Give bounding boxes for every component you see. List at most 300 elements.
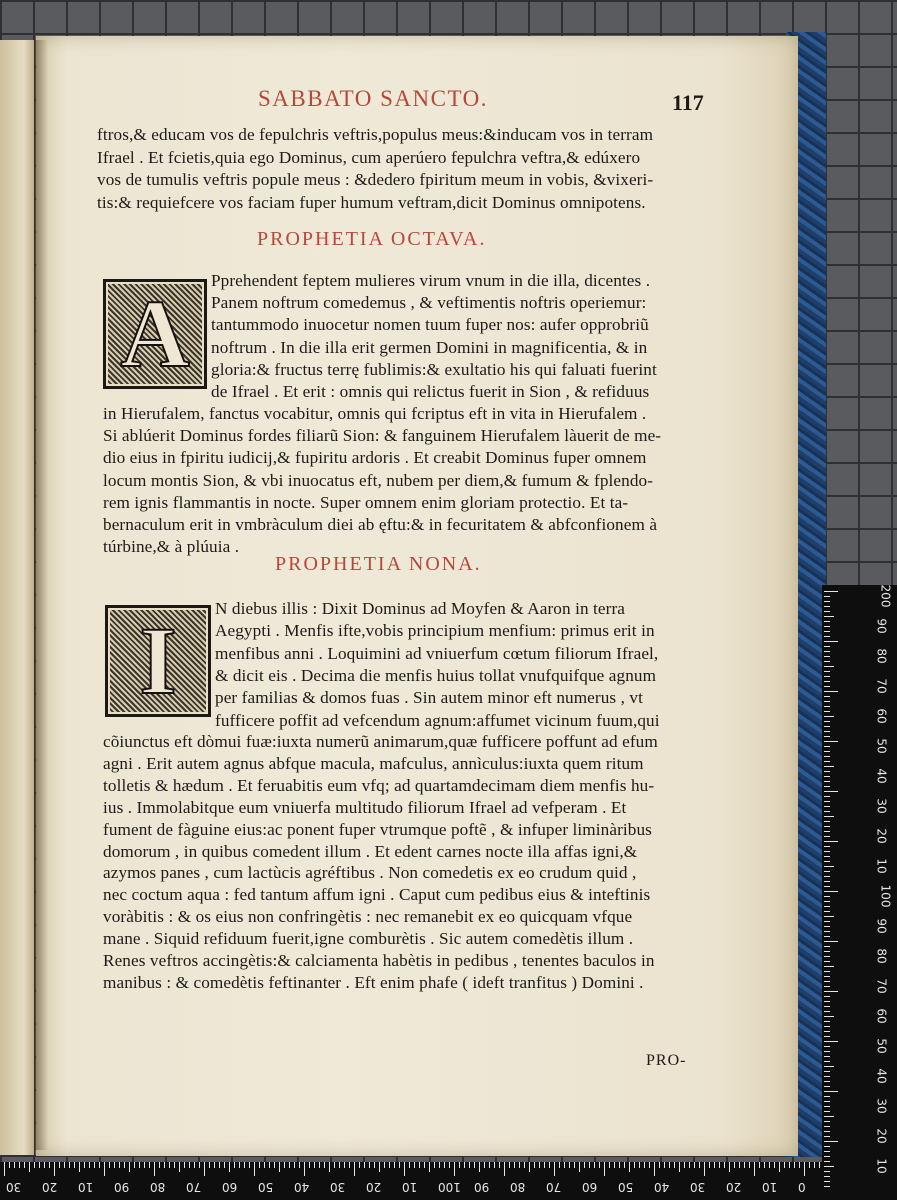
ruler-tick bbox=[139, 1162, 140, 1168]
text-line: per familias & domos fuas . Sin autem minor eft numerus , vt bbox=[215, 688, 643, 708]
ruler-tick bbox=[824, 676, 830, 677]
text-line: agni . Erit autem agnus abfque macula, mafculus, annìculus:iuxta quem ritum bbox=[103, 753, 644, 773]
text-line: túrbine,& à plúuia . bbox=[103, 537, 240, 557]
ruler-label: 70 bbox=[186, 1180, 202, 1194]
ruler-tick bbox=[824, 631, 830, 632]
ruler-tick bbox=[824, 776, 830, 777]
ruler-tick bbox=[824, 1026, 830, 1027]
ruler-tick bbox=[824, 691, 838, 692]
ruler-tick bbox=[764, 1162, 765, 1168]
section-heading-nona: PROPHETIA NONA. bbox=[275, 553, 482, 575]
ruler-tick bbox=[149, 1162, 150, 1168]
ruler-tick bbox=[599, 1162, 600, 1168]
ruler-tick bbox=[824, 876, 830, 877]
ruler-tick bbox=[309, 1162, 310, 1168]
ruler-tick bbox=[824, 671, 830, 672]
ruler-tick bbox=[824, 926, 830, 927]
ruler-tick bbox=[114, 1162, 115, 1168]
ruler-tick bbox=[824, 626, 830, 627]
ruler-tick bbox=[119, 1162, 120, 1168]
ruler-tick bbox=[444, 1162, 445, 1168]
ruler-tick bbox=[824, 781, 830, 782]
ruler-label: 60 bbox=[582, 1180, 598, 1194]
ruler-tick bbox=[824, 896, 830, 897]
ruler-tick bbox=[824, 751, 830, 752]
ruler-tick bbox=[254, 1162, 255, 1176]
ruler-tick bbox=[29, 1162, 30, 1172]
ruler-tick bbox=[489, 1162, 490, 1168]
text-line: de Ifrael . Et erit : omnis qui relictus fuerit in Sion , & refiduus bbox=[211, 382, 650, 401]
ruler-tick bbox=[824, 911, 830, 912]
ruler-tick bbox=[824, 711, 830, 712]
ruler-tick bbox=[184, 1162, 185, 1168]
ruler-label: 0 bbox=[798, 1180, 806, 1194]
ruler-tick bbox=[429, 1162, 430, 1172]
ruler-tick bbox=[24, 1162, 25, 1168]
ruler-tick bbox=[759, 1162, 760, 1168]
ruler-tick bbox=[99, 1162, 100, 1168]
ruler-tick bbox=[624, 1162, 625, 1168]
ruler-tick bbox=[794, 1162, 795, 1168]
ruler-tick bbox=[619, 1162, 620, 1168]
ruler-tick bbox=[434, 1162, 435, 1168]
ruler-tick bbox=[824, 596, 830, 597]
ruler-tick bbox=[664, 1162, 665, 1168]
ruler-tick bbox=[204, 1162, 205, 1176]
ruler-tick bbox=[824, 1036, 830, 1037]
ruler-tick bbox=[634, 1162, 635, 1168]
text-line: fument de fàguine eius:ac ponent fuper vtrumque poftẽ , & infuper liminàribus bbox=[103, 819, 652, 839]
ruler-label: 60 bbox=[874, 708, 889, 724]
ruler-tick bbox=[699, 1162, 700, 1168]
ruler-tick bbox=[579, 1162, 580, 1172]
ruler-tick bbox=[384, 1162, 385, 1168]
ruler-tick bbox=[824, 591, 838, 592]
text-line: menfibus anni . Loquimini ad vniuerfum cœtum filiorum Ifrael, bbox=[215, 643, 659, 663]
ruler-label: 90 bbox=[474, 1180, 490, 1194]
ruler-tick bbox=[824, 941, 838, 942]
ruler-label: 20 bbox=[874, 828, 889, 844]
ruler-tick bbox=[364, 1162, 365, 1168]
ruler-tick bbox=[824, 1126, 830, 1127]
text-line: manibus : & comedètis feftinanter . Eft enim phafe ( ideft tranfitus ) Domini . bbox=[103, 972, 644, 992]
ruler-tick bbox=[299, 1162, 300, 1168]
ruler-tick bbox=[109, 1162, 110, 1168]
ruler-label: 10 bbox=[762, 1180, 778, 1194]
ruler-tick bbox=[824, 841, 838, 842]
ruler-label: 90 bbox=[874, 618, 889, 634]
ruler-tick bbox=[559, 1162, 560, 1168]
ruler-tick bbox=[824, 1181, 830, 1182]
ruler-tick bbox=[589, 1162, 590, 1168]
ruler-tick bbox=[304, 1162, 305, 1176]
ruler-tick bbox=[174, 1162, 175, 1168]
ruler-label: 10 bbox=[874, 858, 889, 874]
text-line: in Hierufalem, fanctus vocabitur, omnis qui fcriptus eft in vita in Hierufalem . bbox=[103, 404, 647, 423]
text-line: mane . Siquid refiduum fuerit,igne comburètis . Sic autem comedètis illum . bbox=[103, 929, 634, 949]
ruler-label: 90 bbox=[874, 918, 889, 934]
ruler-tick bbox=[104, 1162, 105, 1176]
ruler-tick bbox=[714, 1162, 715, 1168]
ruler-tick bbox=[824, 971, 830, 972]
ruler-tick bbox=[404, 1162, 405, 1176]
ruler-tick bbox=[824, 1156, 830, 1157]
ruler-tick bbox=[659, 1162, 660, 1168]
ruler-tick bbox=[514, 1162, 515, 1168]
ruler-label: 40 bbox=[874, 768, 889, 784]
ruler-tick bbox=[824, 791, 838, 792]
ruler-tick bbox=[649, 1162, 650, 1168]
decorated-initial-a bbox=[103, 279, 207, 389]
ruler-tick bbox=[689, 1162, 690, 1168]
ruler-tick bbox=[159, 1162, 160, 1168]
text-line: domorum , in quibus comedent illum . Et edent carnes nocte illa affas igni,& bbox=[103, 841, 638, 861]
text-line: & dicit eis . Decima die menfis huius tollat vnufquifque agnum bbox=[215, 665, 657, 685]
ruler-tick bbox=[824, 921, 830, 922]
text-line: voràbitis : & os eius non confringètis : nec remanebit ex eo quicquam vfque bbox=[103, 907, 633, 927]
ruler-tick bbox=[194, 1162, 195, 1168]
decorated-initial-i bbox=[105, 605, 211, 717]
ruler-tick bbox=[824, 981, 830, 982]
text-line: Renes veftros accingètis:& calciamenta habètis in pedibus , tenentes baculos in bbox=[103, 951, 655, 970]
ruler-tick bbox=[824, 1021, 830, 1022]
ruler-tick bbox=[824, 606, 830, 607]
ruler-tick bbox=[604, 1162, 605, 1176]
ruler-tick bbox=[4, 1162, 5, 1176]
ruler-tick bbox=[824, 666, 834, 667]
ruler-tick bbox=[824, 1001, 830, 1002]
ruler-label: 80 bbox=[874, 648, 889, 664]
ruler-tick bbox=[484, 1162, 485, 1168]
ruler-tick bbox=[824, 1151, 830, 1152]
ruler-label: 30 bbox=[6, 1180, 22, 1194]
horizontal-ruler bbox=[0, 1162, 822, 1200]
ruler-tick bbox=[784, 1162, 785, 1168]
ruler-tick bbox=[824, 1086, 830, 1087]
ruler-label: 30 bbox=[874, 1098, 889, 1114]
ruler-tick bbox=[824, 686, 830, 687]
ruler-tick bbox=[824, 1116, 834, 1117]
ruler-label: 80 bbox=[150, 1180, 166, 1194]
text-line: Aegypti . Menfis ifte,vobis principium menfium: primus erit in bbox=[215, 621, 655, 641]
ruler-tick bbox=[824, 901, 830, 902]
ruler-tick bbox=[779, 1162, 780, 1172]
ruler-tick bbox=[824, 736, 830, 737]
ruler-tick bbox=[824, 936, 830, 937]
ruler-tick bbox=[724, 1162, 725, 1168]
ruler-tick bbox=[824, 726, 830, 727]
ruler-tick bbox=[419, 1162, 420, 1168]
ruler-tick bbox=[824, 786, 830, 787]
ruler-tick bbox=[234, 1162, 235, 1168]
ruler-tick bbox=[394, 1162, 395, 1168]
ruler-tick bbox=[229, 1162, 230, 1172]
ruler-tick bbox=[39, 1162, 40, 1168]
ruler-tick bbox=[804, 1162, 805, 1176]
ruler-tick bbox=[349, 1162, 350, 1168]
ruler-tick bbox=[824, 601, 830, 602]
ruler-tick bbox=[824, 646, 830, 647]
ruler-tick bbox=[734, 1162, 735, 1168]
ruler-tick bbox=[824, 1186, 830, 1187]
ruler-tick bbox=[824, 821, 830, 822]
ruler-tick bbox=[369, 1162, 370, 1168]
ruler-tick bbox=[44, 1162, 45, 1168]
text-line: tis:& requiefcere vos faciam fuper humum veftram,dicit Dominus omnipotens. bbox=[97, 192, 646, 212]
ruler-label: 100 bbox=[438, 1180, 461, 1194]
ruler-tick bbox=[454, 1162, 455, 1176]
ruler-tick bbox=[824, 811, 830, 812]
ruler-tick bbox=[739, 1162, 740, 1168]
ruler-label: 30 bbox=[690, 1180, 706, 1194]
ruler-tick bbox=[824, 1051, 830, 1052]
ruler-tick bbox=[274, 1162, 275, 1168]
ruler-tick bbox=[49, 1162, 50, 1168]
ruler-tick bbox=[819, 1162, 820, 1168]
ruler-tick bbox=[154, 1162, 155, 1176]
ruler-tick bbox=[824, 881, 830, 882]
ruler-label: 50 bbox=[874, 738, 889, 754]
ruler-tick bbox=[134, 1162, 135, 1168]
ruler-tick bbox=[269, 1162, 270, 1168]
text-line: azymos panes , cum lactùcis agréftibus . Non comedetis ex eo crudum quid , bbox=[103, 863, 637, 883]
text-line: bernaculum erit in vmbràculum diei ab ęftu:& in fecuritatem & abfconfionem à bbox=[103, 515, 658, 534]
ruler-tick bbox=[644, 1162, 645, 1168]
ruler-tick bbox=[244, 1162, 245, 1168]
ruler-tick bbox=[824, 826, 830, 827]
ruler-tick bbox=[824, 1076, 830, 1077]
ruler-tick bbox=[769, 1162, 770, 1168]
ruler-tick bbox=[224, 1162, 225, 1168]
text-line: nec coctum aqua : fed tantum affum igni . Caput cum pedibus eius & inteftinis bbox=[103, 885, 651, 905]
ruler-tick bbox=[824, 1096, 830, 1097]
ruler-label: 60 bbox=[874, 1008, 889, 1024]
ruler-tick bbox=[239, 1162, 240, 1168]
ruler-tick bbox=[354, 1162, 355, 1176]
ruler-tick bbox=[824, 1121, 830, 1122]
ruler-label: 80 bbox=[874, 948, 889, 964]
ruler-tick bbox=[824, 721, 830, 722]
ruler-label: 50 bbox=[874, 1038, 889, 1054]
facing-page-edge bbox=[0, 40, 34, 1155]
ruler-tick bbox=[824, 1106, 830, 1107]
ruler-tick bbox=[749, 1162, 750, 1168]
ruler-tick bbox=[754, 1162, 755, 1176]
ruler-tick bbox=[609, 1162, 610, 1168]
ruler-tick bbox=[214, 1162, 215, 1168]
ruler-tick bbox=[824, 1016, 834, 1017]
ruler-label: 30 bbox=[330, 1180, 346, 1194]
ruler-tick bbox=[654, 1162, 655, 1176]
ruler-tick bbox=[344, 1162, 345, 1168]
ruler-tick bbox=[494, 1162, 495, 1168]
ruler-tick bbox=[449, 1162, 450, 1168]
ruler-label: 10 bbox=[78, 1180, 94, 1194]
ruler-tick bbox=[144, 1162, 145, 1168]
ruler-tick bbox=[459, 1162, 460, 1168]
ruler-tick bbox=[824, 891, 838, 892]
text-line: cõiunctus eft dòmui fuæ:iuxta numerũ animarum,quæ fufficere poffunt ad efum bbox=[103, 732, 658, 751]
ruler-tick bbox=[164, 1162, 165, 1168]
ruler-tick bbox=[199, 1162, 200, 1168]
ruler-tick bbox=[824, 761, 830, 762]
text-line: locum montis Sion, & vbi inuocatus eft, nubem per diem,& fumum & fplendo- bbox=[103, 470, 654, 490]
ruler-tick bbox=[824, 771, 830, 772]
ruler-tick bbox=[729, 1162, 730, 1172]
ruler-tick bbox=[264, 1162, 265, 1168]
ruler-tick bbox=[824, 931, 830, 932]
ruler-tick bbox=[719, 1162, 720, 1168]
ruler-tick bbox=[824, 1161, 830, 1162]
ruler-tick bbox=[534, 1162, 535, 1168]
ruler-tick bbox=[824, 1136, 830, 1137]
ruler-label: 100 bbox=[878, 884, 893, 908]
ruler-tick bbox=[694, 1162, 695, 1168]
ruler-tick bbox=[824, 1081, 830, 1082]
ruler-tick bbox=[479, 1162, 480, 1172]
ruler-tick bbox=[824, 636, 830, 637]
text-line: Panem noftrum comedemus , & veftimentis noftris operiemur: bbox=[211, 293, 647, 313]
ruler-tick bbox=[94, 1162, 95, 1168]
ruler-tick bbox=[539, 1162, 540, 1168]
ruler-tick bbox=[824, 871, 830, 872]
ruler-tick bbox=[824, 816, 834, 817]
ruler-tick bbox=[824, 976, 830, 977]
ruler-label: 200 bbox=[878, 584, 893, 608]
ruler-tick bbox=[639, 1162, 640, 1168]
ruler-label: 70 bbox=[874, 978, 889, 994]
running-head: SABBATO SANCTO. bbox=[258, 86, 488, 111]
ruler-tick bbox=[824, 706, 830, 707]
ruler-tick bbox=[824, 1071, 830, 1072]
ruler-tick bbox=[19, 1162, 20, 1168]
ruler-tick bbox=[249, 1162, 250, 1168]
ruler-tick bbox=[334, 1162, 335, 1168]
ruler-tick bbox=[824, 831, 830, 832]
ruler-tick bbox=[824, 1011, 830, 1012]
ruler-tick bbox=[824, 651, 830, 652]
ruler-tick bbox=[414, 1162, 415, 1168]
ruler-tick bbox=[574, 1162, 575, 1168]
ruler-tick bbox=[319, 1162, 320, 1168]
text-line: vos de tumulis veftris popule meus : &dedero fpiritum meum in vobis, &vixeri- bbox=[97, 170, 654, 189]
ruler-tick bbox=[464, 1162, 465, 1168]
text-line: rem ignis flammantis in nocte. Super omnem enim gloriam protectio. Et ta- bbox=[103, 492, 629, 512]
ruler-tick bbox=[824, 731, 830, 732]
ruler-tick bbox=[824, 986, 830, 987]
ruler-label: 20 bbox=[366, 1180, 382, 1194]
ruler-tick bbox=[679, 1162, 680, 1172]
ruler-tick bbox=[824, 1131, 830, 1132]
ruler-tick bbox=[554, 1162, 555, 1176]
text-line: tolletis & hædum . Et feruabitis eum vfq; ad quartamdecimam diem menfis hu- bbox=[103, 775, 655, 795]
ruler-tick bbox=[824, 716, 834, 717]
ruler-tick bbox=[529, 1162, 530, 1172]
ruler-tick bbox=[54, 1162, 55, 1176]
ruler-tick bbox=[374, 1162, 375, 1168]
ruler-tick bbox=[824, 996, 830, 997]
ruler-tick bbox=[499, 1162, 500, 1168]
ruler-tick bbox=[314, 1162, 315, 1168]
ruler-tick bbox=[709, 1162, 710, 1168]
ruler-tick bbox=[294, 1162, 295, 1168]
ruler-tick bbox=[824, 856, 830, 857]
initial-letter: A bbox=[120, 280, 190, 387]
ruler-tick bbox=[544, 1162, 545, 1168]
ruler-tick bbox=[824, 696, 830, 697]
ruler-tick bbox=[509, 1162, 510, 1168]
ruler-label: 80 bbox=[510, 1180, 526, 1194]
ruler-tick bbox=[284, 1162, 285, 1168]
ruler-tick bbox=[824, 756, 830, 757]
ruler-tick bbox=[594, 1162, 595, 1168]
ruler-tick bbox=[549, 1162, 550, 1168]
ruler-tick bbox=[824, 916, 834, 917]
text-line: N diebus illis : Dixit Dominus ad Moyfen & Aaron in terra bbox=[215, 599, 626, 618]
ruler-tick bbox=[774, 1162, 775, 1168]
ruler-tick bbox=[824, 946, 830, 947]
ruler-tick bbox=[339, 1162, 340, 1168]
ruler-tick bbox=[324, 1162, 325, 1168]
ruler-tick bbox=[824, 1176, 830, 1177]
ruler-tick bbox=[824, 846, 830, 847]
ruler-tick bbox=[469, 1162, 470, 1168]
ruler-tick bbox=[179, 1162, 180, 1172]
ruler-tick bbox=[824, 1141, 838, 1142]
initial-letter: I bbox=[139, 607, 177, 714]
ruler-tick bbox=[824, 886, 830, 887]
ruler-tick bbox=[124, 1162, 125, 1168]
ruler-tick bbox=[9, 1162, 10, 1168]
ruler-tick bbox=[824, 656, 830, 657]
text-line: dio eius in fpiritu iudicij,& fupiritu ardoris . Et creabit Dominus fuper omnem bbox=[103, 448, 647, 468]
ruler-tick bbox=[824, 991, 838, 992]
ruler-tick bbox=[824, 956, 830, 957]
ruler-tick bbox=[824, 641, 838, 642]
ruler-label: 30 bbox=[874, 798, 889, 814]
ruler-tick bbox=[824, 861, 830, 862]
ruler-tick bbox=[69, 1162, 70, 1168]
ruler-tick bbox=[564, 1162, 565, 1168]
ruler-tick bbox=[824, 906, 830, 907]
text-line: ftros,& educam vos de fepulchris veftris,populus meus:&inducam vos in terram bbox=[97, 125, 654, 144]
ruler-tick bbox=[439, 1162, 440, 1168]
ruler-tick bbox=[824, 1166, 834, 1167]
ruler-tick bbox=[389, 1162, 390, 1168]
ruler-tick bbox=[209, 1162, 210, 1168]
ruler-tick bbox=[329, 1162, 330, 1172]
ruler-tick bbox=[289, 1162, 290, 1168]
ruler-label: 60 bbox=[222, 1180, 238, 1194]
ruler-tick bbox=[424, 1162, 425, 1168]
ruler-label: 20 bbox=[42, 1180, 58, 1194]
ruler-tick bbox=[519, 1162, 520, 1168]
ruler-tick bbox=[359, 1162, 360, 1168]
ruler-tick bbox=[399, 1162, 400, 1168]
ruler-tick bbox=[824, 1101, 830, 1102]
ruler-tick bbox=[279, 1162, 280, 1172]
ruler-tick bbox=[824, 681, 830, 682]
ruler-tick bbox=[824, 806, 830, 807]
ruler-tick bbox=[129, 1162, 130, 1172]
catchword: PRO- bbox=[646, 1052, 687, 1069]
ruler-tick bbox=[524, 1162, 525, 1168]
ruler-label: 50 bbox=[618, 1180, 634, 1194]
ruler-tick bbox=[824, 951, 830, 952]
ruler-tick bbox=[824, 1061, 830, 1062]
ruler-tick bbox=[259, 1162, 260, 1168]
ruler-tick bbox=[169, 1162, 170, 1168]
